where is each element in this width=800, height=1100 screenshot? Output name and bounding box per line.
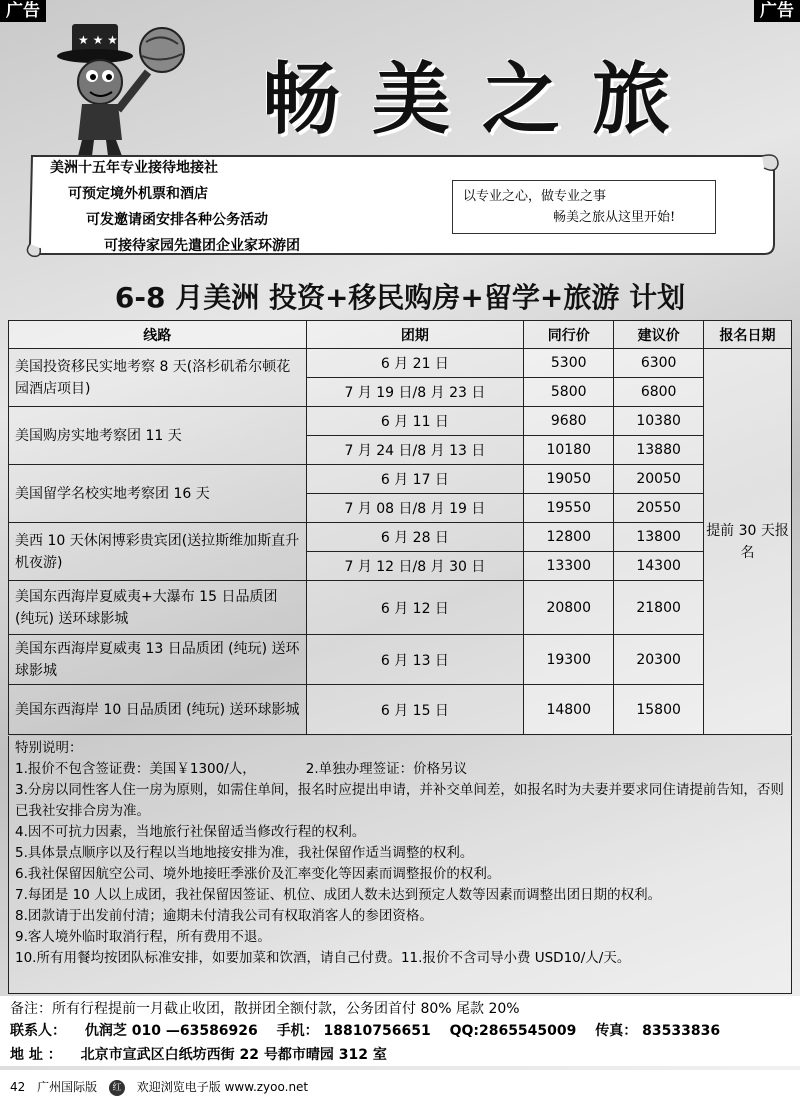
tour-date: 6 月 12 日 [306, 581, 524, 635]
peer-price: 5800 [524, 378, 614, 407]
feature-list [50, 155, 300, 259]
tour-date: 6 月 28 日 [306, 523, 524, 552]
suggested-price: 21800 [614, 581, 704, 635]
header-date: 团期 [306, 321, 524, 349]
tour-date: 6 月 13 日 [306, 635, 524, 685]
table-row [9, 685, 792, 735]
tour-date: 6 月 21 日 [306, 349, 524, 378]
address-line [10, 1044, 401, 1064]
table-row [9, 465, 792, 494]
feature-line: 可预定境外机票和酒店 [68, 186, 208, 202]
plan-headline: 6-8 月美洲 投资+移民购房+留学+旅游 计划 [114, 281, 686, 314]
suggested-price: 20300 [614, 635, 704, 685]
feature-line: 可接待家园先遣团企业家环游团 [104, 238, 300, 254]
suggested-price: 13800 [614, 523, 704, 552]
peer-price: 10180 [524, 436, 614, 465]
signup-deadline: 提前 30 天报名 [704, 349, 792, 735]
remark-text: 备注：所有行程提前一月截止收团，散拼团全额付款，公务团首付 80% 尾款 20% [10, 1001, 520, 1017]
peer-price: 19550 [524, 494, 614, 523]
website-slogan: 欢迎浏览电子版 www.zyoo.net [136, 1080, 309, 1094]
route-name: 美国东西海岸 10 日品质团 (纯玩) 送环球影城 [9, 685, 307, 735]
page-number: 42 [10, 1080, 26, 1094]
ad-label-right: 广告 [754, 0, 800, 22]
page-footer [0, 1070, 800, 1100]
suggested-price: 10380 [614, 407, 704, 436]
tour-date: 7 月 08 日/8 月 19 日 [306, 494, 524, 523]
notes-item: 5.具体景点顺序以及行程以当地地接安排为准，我社保留作适当调整的权利。 [15, 845, 474, 861]
route-name: 美国投资移民实地考察 8 天(洛杉矶希尔顿花园酒店项目) [9, 349, 307, 407]
notes-item: 8.团款请于出发前付清；逾期未付清我公司有权取消客人的参团资格。 [15, 908, 433, 924]
special-notes [8, 736, 792, 994]
table-row [9, 407, 792, 436]
slogan-line-1: 以专业之心，做专业之事 [463, 189, 607, 204]
tour-date: 6 月 11 日 [306, 407, 524, 436]
publication-logo-icon: 红 [109, 1080, 125, 1096]
route-name: 美国东西海岸夏威夷+大瀑布 15 日品质团 (纯玩) 送环球影城 [9, 581, 307, 635]
notes-title: 特别说明： [15, 740, 83, 756]
peer-price: 12800 [524, 523, 614, 552]
header-route: 线路 [9, 321, 307, 349]
suggested-price: 13880 [614, 436, 704, 465]
contact-mobile: 手机： 18810756651 [276, 1023, 431, 1039]
address-value: 北京市宣武区白纸坊西街 22 号都市晴园 312 室 [80, 1047, 387, 1063]
peer-price: 5300 [524, 349, 614, 378]
notes-item: 4.因不可抗力因素，当地旅行社保留适当修改行程的权利。 [15, 824, 366, 840]
ad-label-left: 广告 [0, 0, 46, 22]
slogan-line-2: 畅美之旅从这里开始! [553, 210, 676, 225]
table-row [9, 581, 792, 635]
notes-item: 9.客人境外临时取消行程，所有费用不退。 [15, 929, 271, 945]
notes-item: 3.分房以同性客人住一房为原则，如需住单间，报名时应提出申请，并补交单间差，如报名时为夫妻并要求同住请提前告知，否则已我社安排合房为准。 [15, 782, 784, 819]
slogan-box [452, 180, 716, 234]
tour-price-table [8, 320, 792, 735]
contact-fax: 传真： 83533836 [595, 1023, 721, 1039]
header-suggested-price: 建议价 [614, 321, 704, 349]
feature-line: 可发邀请函安排各种公务活动 [86, 212, 268, 228]
notes-item [15, 759, 785, 780]
notes-item-visa-fee: 1.报价不包含签证费：美国￥1300/人， [15, 761, 256, 777]
peer-price: 9680 [524, 407, 614, 436]
tour-date: 7 月 12 日/8 月 30 日 [306, 552, 524, 581]
contact-name-phone: 仇润芝 010 —63586926 [84, 1023, 258, 1039]
contact-label: 联系人： [10, 1023, 66, 1039]
route-name: 美国留学名校实地考察团 16 天 [9, 465, 307, 523]
notes-item: 7.每团是 10 人以上成团，我社保留因签证、机位、成团人数未达到预定人数等因素而调整出团日期的权利。 [15, 887, 662, 903]
route-name: 美国购房实地考察团 11 天 [9, 407, 307, 465]
table-row [9, 635, 792, 685]
notes-item: 6.我社保留因航空公司、境外地接旺季涨价及汇率变化等因素而调整报价的权利。 [15, 866, 501, 882]
header-signup-date: 报名日期 [704, 321, 792, 349]
tour-date: 7 月 19 日/8 月 23 日 [306, 378, 524, 407]
peer-price: 19050 [524, 465, 614, 494]
brand-title: 畅美之旅 [262, 54, 703, 145]
peer-price: 20800 [524, 581, 614, 635]
tour-date: 7 月 24 日/8 月 13 日 [306, 436, 524, 465]
contact-line [10, 1020, 734, 1040]
notes-item: 10.所有用餐均按团队标准安排，如要加菜和饮酒，请自己付费。11.报价不含司导小费 USD10/人/天。 [15, 950, 631, 966]
suggested-price: 6300 [614, 349, 704, 378]
mascot-illustration [42, 20, 192, 160]
route-name: 美西 10 天休闲博彩贵宾团(送拉斯维加斯直升机夜游) [9, 523, 307, 581]
contact-qq: QQ:2865545009 [449, 1023, 577, 1039]
table-row [9, 349, 792, 378]
table-header-row [9, 321, 792, 349]
svg-text:★ ★ ★: ★ ★ ★ [78, 33, 118, 47]
header-peer-price: 同行价 [524, 321, 614, 349]
feature-line: 美洲十五年专业接待地接社 [50, 160, 218, 176]
peer-price: 14800 [524, 685, 614, 735]
address-label: 地 址 ： [10, 1047, 62, 1063]
suggested-price: 14300 [614, 552, 704, 581]
suggested-price: 20550 [614, 494, 704, 523]
suggested-price: 20050 [614, 465, 704, 494]
peer-price: 19300 [524, 635, 614, 685]
suggested-price: 6800 [614, 378, 704, 407]
tour-date: 6 月 17 日 [306, 465, 524, 494]
route-name: 美国东西海岸夏威夷 13 日品质团 (纯玩) 送环球影城 [9, 635, 307, 685]
peer-price: 13300 [524, 552, 614, 581]
table-row [9, 523, 792, 552]
notes-item-visa-separate: 2.单独办理签证：价格另议 [305, 761, 468, 777]
tour-date: 6 月 15 日 [306, 685, 524, 735]
publication-name: 广州国际版 [37, 1080, 98, 1094]
suggested-price: 15800 [614, 685, 704, 735]
